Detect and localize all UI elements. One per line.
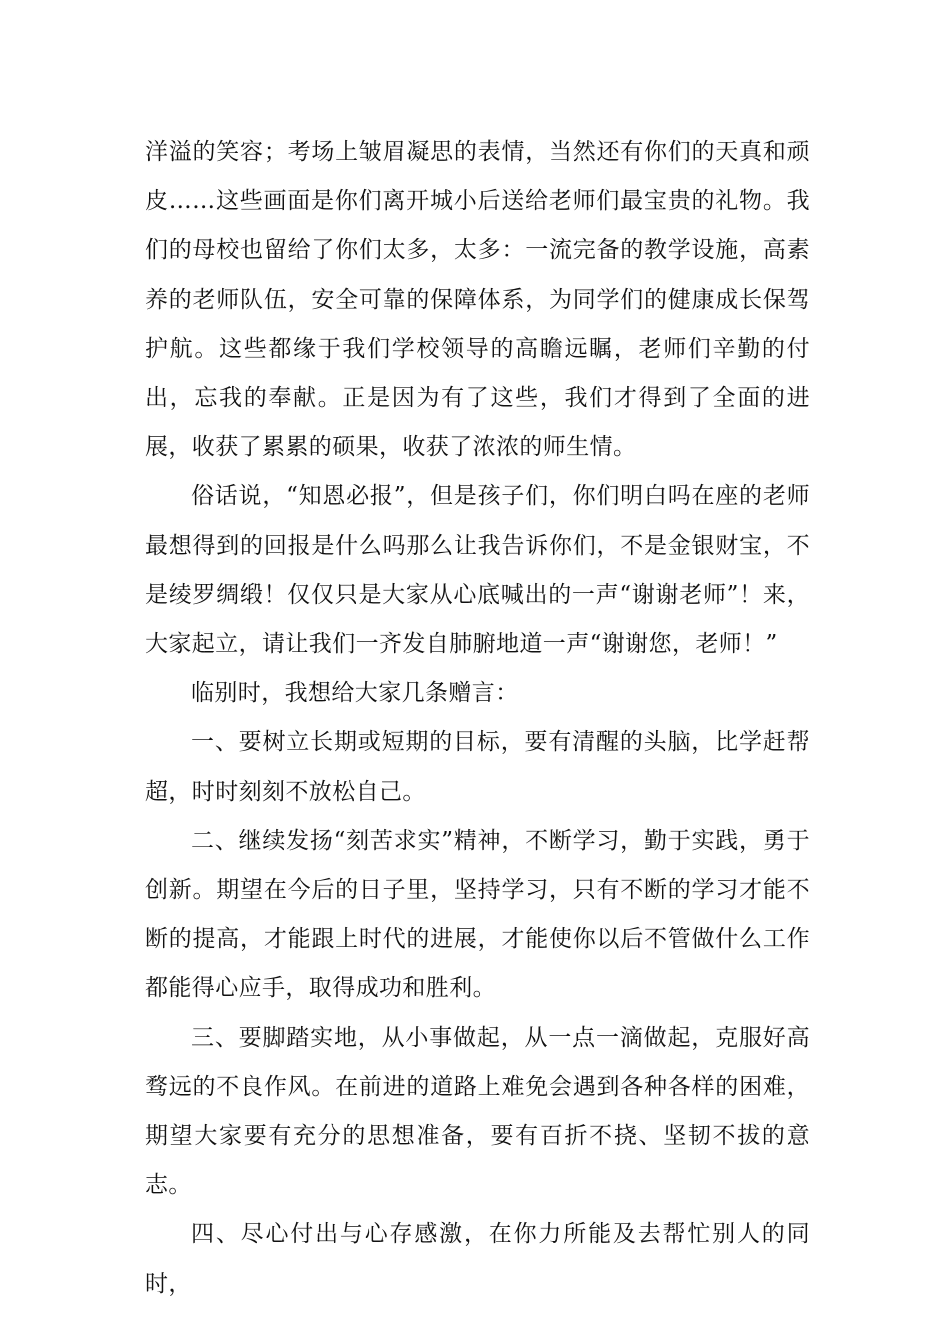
paragraph-advice-1: 一、要树立长期或短期的目标，要有清醒的头脑，比学赶帮超，时时刻刻不放松自己。 <box>145 729 810 805</box>
paragraph-advice-3: 三、要脚踏实地，从小事做起，从一点一滴做起，克服好高骛远的不良作风。在前进的道路上难免会遇到各种各样的困难，期望大家要有充分的思想准备，要有百折不挠、坚韧不拔的意志。 <box>145 1024 810 1199</box>
paragraph-thank-teachers: 俗话说，“知恩必报”，但是孩子们，你们明白吗在座的老师最想得到的回报是什么吗那么让我告诉你们，不是金银财宝，不是绫罗绸缎！仅仅只是大家从心底喊出的一声“谢谢老师”！来，大家起立，请让我们一齐发自肺腑地道一声“谢谢您，老师！” <box>145 483 810 658</box>
document-page <box>145 128 810 1309</box>
paragraph-memories: 洋溢的笑容；考场上皱眉凝思的表情，当然还有你们的天真和顽皮……这些画面是你们离开城小后送给老师们最宝贵的礼物。我们的母校也留给了你们太多，太多：一流完备的教学设施，高素养的老师队伍，安全可靠的保障体系，为同学们的健康成长保驾护航。这些都缘于我们学校领导的高瞻远瞩，老师们辛勤的付出，忘我的奉献。正是因为有了这些，我们才得到了全面的进展，收获了累累的硕果，收获了浓浓的师生情。 <box>145 139 810 461</box>
paragraph-advice-4: 四、尽心付出与心存感激，在你力所能及去帮忙别人的同时， <box>145 1221 810 1297</box>
paragraph-farewell-intro: 临别时，我想给大家几条赠言： <box>191 680 519 707</box>
paragraph-advice-2: 二、继续发扬“刻苦求实”精神，不断学习，勤于实践，勇于创新。期望在今后的日子里，坚持学习，只有不断的学习才能不断的提高，才能跟上时代的进展，才能使你以后不管做什么工作都能得心应手，取得成功和胜利。 <box>145 827 810 1002</box>
